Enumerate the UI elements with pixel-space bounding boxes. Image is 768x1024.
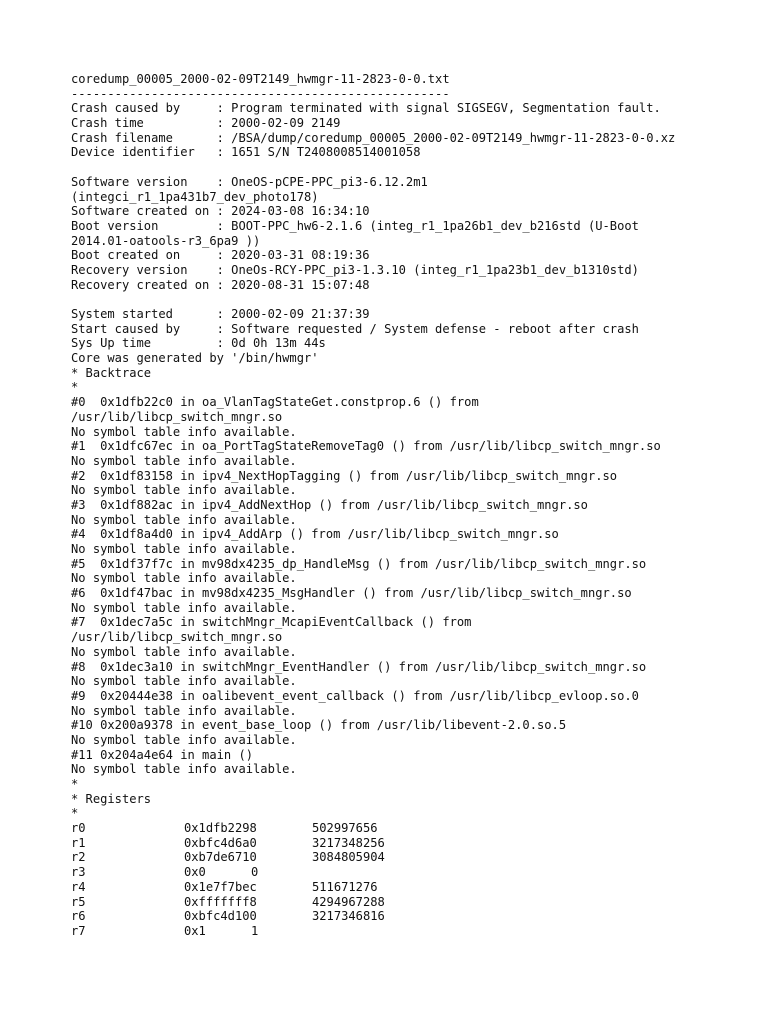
register-decimal-value: 511671276 bbox=[312, 879, 378, 894]
backtrace-line: No symbol table info available. bbox=[71, 453, 297, 468]
crash-time-line: Crash time : 2000-02-09 2149 bbox=[71, 116, 341, 131]
register-hex-value: 0xbfc4d6a0 bbox=[184, 835, 257, 850]
backtrace-line: #5 0x1df37f7c in mv98dx4235_dp_HandleMsg () from /usr/lib/libcp_switch_mngr.so bbox=[71, 556, 647, 571]
backtrace-line: No symbol table info available. bbox=[71, 762, 297, 777]
register-hex-value: 0xfffffff8 bbox=[184, 894, 257, 909]
backtrace-line: * bbox=[71, 777, 79, 791]
register-name: r0 bbox=[71, 821, 86, 836]
backtrace-line: #10 0x200a9378 in event_base_loop () from /usr/lib/libevent-2.0.so.5 bbox=[71, 718, 567, 733]
register-hex-value: 0x1dfb2298 bbox=[184, 821, 257, 836]
backtrace-line: No symbol table info available. bbox=[71, 732, 297, 747]
register-decimal-value: 4294967288 bbox=[312, 894, 385, 909]
backtrace-line: No symbol table info available. bbox=[71, 703, 297, 718]
backtrace-line: #8 0x1dec3a10 in switchMngr_EventHandler () from /usr/lib/libcp_switch_mngr.so bbox=[71, 659, 647, 674]
register-decimal-value: 3084805904 bbox=[312, 850, 385, 865]
backtrace-line: No symbol table info available. bbox=[71, 542, 297, 556]
backtrace-line: * Registers bbox=[71, 791, 152, 806]
coredump-document bbox=[71, 72, 761, 939]
register-decimal-value: 3217348256 bbox=[312, 835, 385, 850]
backtrace-line: #1 0x1dfc67ec in oa_PortTagStateRemoveTag0 () from /usr/lib/libcp_switch_mngr.so bbox=[71, 439, 661, 454]
crash-caused-by-line: Crash caused by : Program terminated with signal SIGSEGV, Segmentation fault. bbox=[71, 101, 661, 116]
blank-line bbox=[71, 292, 761, 307]
register-hex-value: 0xb7de6710 bbox=[184, 850, 257, 865]
register-name: r4 bbox=[71, 879, 86, 894]
register-row bbox=[71, 836, 761, 851]
register-decimal-value: 3217346816 bbox=[312, 909, 385, 924]
backtrace-line: No symbol table info available. bbox=[71, 674, 297, 689]
software-version-line: Software version : OneOS-pCPE-PPC_pi3-6.12.2m1 bbox=[71, 174, 428, 189]
register-name: r2 bbox=[71, 850, 86, 865]
register-name: r3 bbox=[71, 865, 86, 880]
recovery-created-line: Recovery created on : 2020-08-31 15:07:48 bbox=[71, 277, 370, 292]
software-version-continuation: (integci_r1_1pa431b7_dev_photo178) bbox=[71, 189, 319, 204]
registers-table bbox=[71, 821, 761, 939]
backtrace-line: No symbol table info available. bbox=[71, 644, 297, 659]
backtrace-line: #0 0x1dfb22c0 in oa_VlanTagStateGet.constprop.6 () from bbox=[71, 395, 479, 410]
backtrace-line: No symbol table info available. bbox=[71, 424, 297, 439]
backtrace-line: #6 0x1df47bac in mv98dx4235_MsgHandler () from /usr/lib/libcp_switch_mngr.so bbox=[71, 586, 632, 601]
backtrace-line: /usr/lib/libcp_switch_mngr.so bbox=[71, 409, 283, 424]
register-row bbox=[71, 909, 761, 924]
software-created-line: Software created on : 2024-03-08 16:34:10 bbox=[71, 204, 370, 219]
register-hex-value: 0x0 bbox=[184, 865, 206, 880]
backtrace-heading: * Backtrace bbox=[71, 365, 152, 380]
start-caused-by-line: Start caused by : Software requested / System defense - reboot after crash bbox=[71, 321, 639, 336]
system-started-line: System started : 2000-02-09 21:37:39 bbox=[71, 307, 370, 321]
backtrace-section bbox=[71, 395, 761, 821]
system-section bbox=[71, 307, 761, 395]
register-name: r5 bbox=[71, 894, 86, 909]
boot-created-line: Boot created on : 2020-03-31 08:19:36 bbox=[71, 248, 370, 263]
register-row bbox=[71, 880, 761, 895]
backtrace-line: No symbol table info available. bbox=[71, 571, 297, 586]
register-hex-value: 0x1e7f7bec bbox=[184, 879, 257, 894]
register-hex-value: 0xbfc4d100 bbox=[184, 909, 257, 924]
blank-line bbox=[71, 160, 761, 175]
boot-version-line: Boot version : BOOT-PPC_hw6-2.1.6 (integ_r1_1pa26b1_dev_b216std (U-Boot bbox=[71, 218, 639, 233]
register-name: r7 bbox=[71, 923, 86, 938]
backtrace-line: #2 0x1df83158 in ipv4_NextHopTagging () from /usr/lib/libcp_switch_mngr.so bbox=[71, 468, 618, 483]
backtrace-line: * bbox=[71, 806, 79, 821]
register-name: r1 bbox=[71, 835, 86, 850]
register-row bbox=[71, 850, 761, 865]
backtrace-line: #4 0x1df8a4d0 in ipv4_AddArp () from /usr/lib/libcp_switch_mngr.so bbox=[71, 527, 559, 542]
core-generated-line: Core was generated by '/bin/hwmgr' bbox=[71, 351, 319, 366]
device-identifier-line: Device identifier : 1651 S/N T2408008514001058 bbox=[71, 145, 421, 160]
backtrace-line: #7 0x1dec7a5c in switchMngr_McapiEventCallback () from bbox=[71, 615, 472, 630]
sys-up-time-line: Sys Up time : 0d 0h 13m 44s bbox=[71, 336, 326, 351]
register-row bbox=[71, 895, 761, 910]
register-row bbox=[71, 924, 761, 939]
register-name: r6 bbox=[71, 909, 86, 924]
backtrace-marker: * bbox=[71, 380, 79, 395]
backtrace-line: /usr/lib/libcp_switch_mngr.so bbox=[71, 630, 283, 645]
backtrace-line: #11 0x204a4e64 in main () bbox=[71, 747, 254, 762]
crash-filename-line: Crash filename : /BSA/dump/coredump_00005_2000-02-09T2149_hwmgr-11-2823-0-0.xz bbox=[71, 130, 676, 145]
recovery-version-line: Recovery version : OneOs-RCY-PPC_pi3-1.3.10 (integ_r1_1pa23b1_dev_b1310std) bbox=[71, 262, 639, 277]
register-decimal-value: 1 bbox=[251, 923, 259, 938]
backtrace-line: No symbol table info available. bbox=[71, 512, 297, 527]
backtrace-line: #3 0x1df882ac in ipv4_AddNextHop () from /usr/lib/libcp_switch_mngr.so bbox=[71, 497, 588, 512]
register-decimal-value: 0 bbox=[251, 865, 259, 880]
register-row bbox=[71, 865, 761, 880]
boot-version-continuation: 2014.01-oatools-r3_6pa9 )) bbox=[71, 233, 261, 248]
register-hex-value: 0x1 bbox=[184, 923, 206, 938]
backtrace-line: No symbol table info available. bbox=[71, 600, 297, 615]
register-decimal-value: 502997656 bbox=[312, 821, 378, 836]
backtrace-line: No symbol table info available. bbox=[71, 483, 297, 498]
separator-line: ---------------------------------------------------- bbox=[71, 86, 450, 101]
version-section bbox=[71, 175, 761, 293]
crash-header-section bbox=[71, 101, 761, 160]
file-name: coredump_00005_2000-02-09T2149_hwmgr-11-2823-0-0.txt bbox=[71, 72, 450, 86]
backtrace-line: #9 0x20444e38 in oalibevent_event_callback () from /usr/lib/libcp_evloop.so.0 bbox=[71, 688, 639, 703]
register-row bbox=[71, 821, 761, 836]
